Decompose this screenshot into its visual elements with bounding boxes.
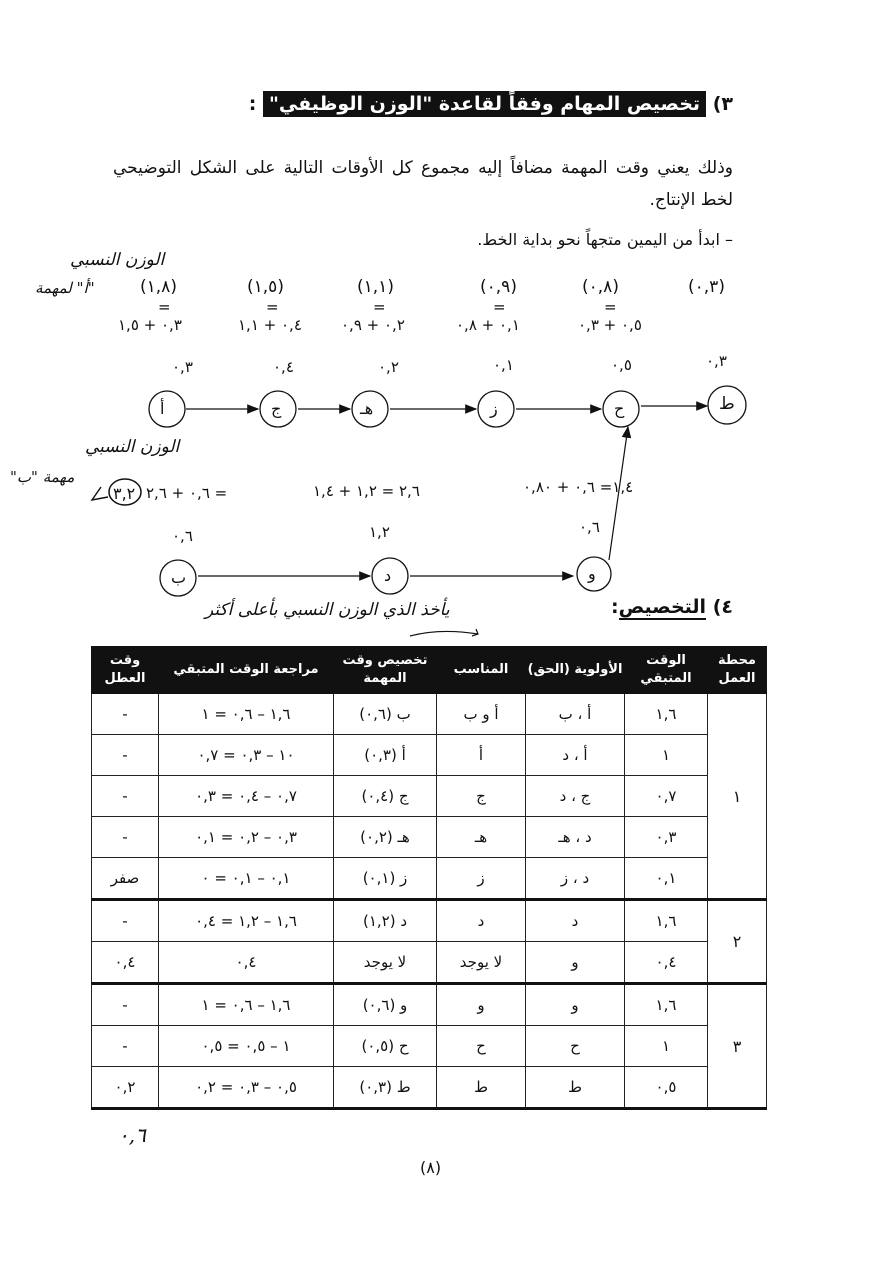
node-label-a: أ [160,399,165,418]
remaining-cell: ١,٦ [625,694,708,735]
weight-expr-c: ٠,٤ + ١,١ [238,316,302,334]
station-cell: ١ [708,694,767,900]
priority-cell: د ، هـ [526,817,625,858]
suitable-cell: ج [437,776,526,817]
handwritten-underline [410,631,478,636]
node-time-c: ٠,٤ [273,358,294,376]
weight-z: (٠,٩) [480,277,517,297]
handwritten-weight-top: الوزن النسبي [70,250,165,270]
weight-h: (٠,٨) [582,277,619,297]
idle-cell: - [92,900,159,942]
assign-cell: ح (٠,٥) [334,1026,437,1067]
review-cell: ٠,٥ – ٠,٣ = ٠,٢ [159,1067,334,1109]
station-cell: ٢ [708,900,767,984]
boxed-weight-b: ٣,٢ [113,484,136,503]
weight-expr-d: ٢,٦ = ١,٢ + ١,٤ [313,482,420,500]
table-row [92,694,767,735]
priority-cell: د ، ز [526,858,625,900]
section-4-number: ٤) [712,596,733,618]
assign-cell: هـ (٠,٢) [334,817,437,858]
allocation-table [91,646,767,1110]
table-row [92,735,767,776]
table-row [92,817,767,858]
remaining-cell: ١,٦ [625,984,708,1026]
suitable-cell: د [437,900,526,942]
weight-a: (١,٨) [140,277,177,297]
review-cell: ١,٦ – ٠,٦ = ١ [159,984,334,1026]
node-label-h: ح [614,399,625,418]
suitable-cell: و [437,984,526,1026]
suitable-cell: ط [437,1067,526,1109]
suitable-cell: أ و ب [437,694,526,735]
section-4-colon: : [610,596,619,618]
idle-cell: - [92,694,159,735]
node-label-z: ز [490,399,498,418]
assign-cell: ج (٠,٤) [334,776,437,817]
remaining-cell: ٠,٤ [625,942,708,984]
idle-cell: - [92,735,159,776]
section-4-heading [611,596,733,618]
priority-cell: و [526,984,625,1026]
review-cell: ١,٦ – ٠,٦ = ١ [159,694,334,735]
remaining-cell: ٠,٣ [625,817,708,858]
remaining-cell: ١ [625,735,708,776]
suitable-cell: ز [437,858,526,900]
priority-cell: ط [526,1067,625,1109]
idle-cell: - [92,984,159,1026]
handwritten-bottom-note: ٠,٦ [118,1123,146,1147]
node-label-d: د [384,566,392,585]
node-label-c: ج [271,399,282,418]
node-a [149,391,185,427]
section-3-title: تخصيص المهام وفقاً لقاعدة "الوزن الوظيفي" [263,91,706,117]
idle-cell: ٠,٤ [92,942,159,984]
review-cell: ١,٦ – ١,٢ = ٠,٤ [159,900,334,942]
table-row [92,942,767,984]
weight-expr-z: ٠,١ + ٠,٨ [456,316,520,334]
review-cell: ٠,٤ [159,942,334,984]
header-station: محطة العمل [708,647,767,694]
node-time-w: ٠,٦ [579,518,600,536]
header-idle: وقت العطل [92,647,159,694]
review-cell: ١ – ٠,٥ = ٠,٥ [159,1026,334,1067]
header-priority: الأولوية (الحق) [526,647,625,694]
section-3-paragraph: وذلك يعني وقت المهمة مضافاً إليه مجموع كل الأوقات التالية على الشكل التوضيحي لخط الإنتاج. [113,158,733,210]
node-time-b: ٠,٦ [172,527,193,545]
assign-cell: ز (٠,١) [334,858,437,900]
priority-cell: أ ، د [526,735,625,776]
section-3-bullet: – ابدأ من اليمين متجهاً نحو بداية الخط. [477,230,733,249]
node-label-t: ط [719,394,735,414]
priority-cell: ح [526,1026,625,1067]
remaining-cell: ٠,٧ [625,776,708,817]
remaining-cell: ١ [625,1026,708,1067]
table-row [92,900,767,942]
table-row [92,858,767,900]
header-review: مراجعة الوقت المتبقي [159,647,334,694]
header-assign: تخصيص وقت المهمة [334,647,437,694]
node-label-e: هـ [360,399,374,418]
handwritten-arrow [92,487,108,500]
assign-cell: أ (٠,٣) [334,735,437,776]
priority-cell: د [526,900,625,942]
table-row [92,1067,767,1109]
handwritten-note: يأخذ الذي الوزن النسبي بأعلى أكثر [205,600,450,620]
table-row [92,1026,767,1067]
section-4-title: التخصيص [618,596,707,618]
node-time-t: ٠,٣ [706,352,727,370]
remaining-cell: ٠,٥ [625,1067,708,1109]
page-number: (٨) [420,1158,442,1177]
node-time-d: ١,٢ [369,523,390,541]
idle-cell: - [92,776,159,817]
section-3-colon: : [248,93,257,115]
station-cell: ٣ [708,984,767,1109]
node-time-h: ٠,٥ [611,356,632,374]
remaining-cell: ١,٦ [625,900,708,942]
idle-cell: - [92,1026,159,1067]
weight-e: (١,١) [357,277,394,297]
header-suitable: المناسب [437,647,526,694]
node-time-z: ٠,١ [493,356,514,374]
review-cell: ١٠ – ٠,٣ = ٠,٧ [159,735,334,776]
weight-eq-e: = [373,298,386,316]
weight-t: (٠,٣) [688,277,725,297]
table-row [92,776,767,817]
review-cell: ٠,١ – ٠,١ = ٠ [159,858,334,900]
weight-expr-e: ٠,٢ + ٠,٩ [341,316,405,334]
idle-cell: - [92,817,159,858]
weight-eq-h: = [604,298,617,316]
handwritten-task-b: مهمة "ب" [10,468,75,486]
handwritten-task-a: "أ" لمهمة [35,279,95,297]
weight-expr-a: ٠,٣ + ١,٥ [118,316,182,334]
idle-cell: ٠,٢ [92,1067,159,1109]
priority-cell: أ ، ب [526,694,625,735]
review-cell: ٠,٣ – ٠,٢ = ٠,١ [159,817,334,858]
assign-cell: د (١,٢) [334,900,437,942]
idle-cell: صفر [92,858,159,900]
priority-cell: و [526,942,625,984]
node-time-e: ٠,٢ [378,358,399,376]
assign-cell: ب (٠,٦) [334,694,437,735]
assign-cell: و (٠,٦) [334,984,437,1026]
assign-cell: لا يوجد [334,942,437,984]
weight-c: (١,٥) [247,277,284,297]
suitable-cell: ح [437,1026,526,1067]
suitable-cell: هـ [437,817,526,858]
suitable-cell: أ [437,735,526,776]
weight-expr-b: = ٠,٦ + ٢,٦ [146,484,228,502]
section-3-number: ٣) [712,93,733,115]
assign-cell: ط (٠,٣) [334,1067,437,1109]
weight-expr-h: ٠,٥ + ٠,٣ [578,316,642,334]
weight-expr-w: ١,٤= ٠,٦ + ٠,٨٠ [523,478,634,496]
weight-eq-c: = [266,298,279,316]
remaining-cell: ٠,١ [625,858,708,900]
priority-cell: ج ، د [526,776,625,817]
suitable-cell: لا يوجد [437,942,526,984]
handwritten-weight-bottom: الوزن النسبي [85,437,180,457]
review-cell: ٠,٧ – ٠,٤ = ٠,٣ [159,776,334,817]
weight-eq-z: = [493,298,506,316]
node-label-b: ب [171,568,187,587]
table-header-row [92,647,767,694]
node-label-w: و [588,564,596,583]
table-row [92,984,767,1026]
node-time-a: ٠,٣ [172,358,193,376]
weight-eq-a: = [158,298,171,316]
header-remaining: الوقت المتبقي [625,647,708,694]
